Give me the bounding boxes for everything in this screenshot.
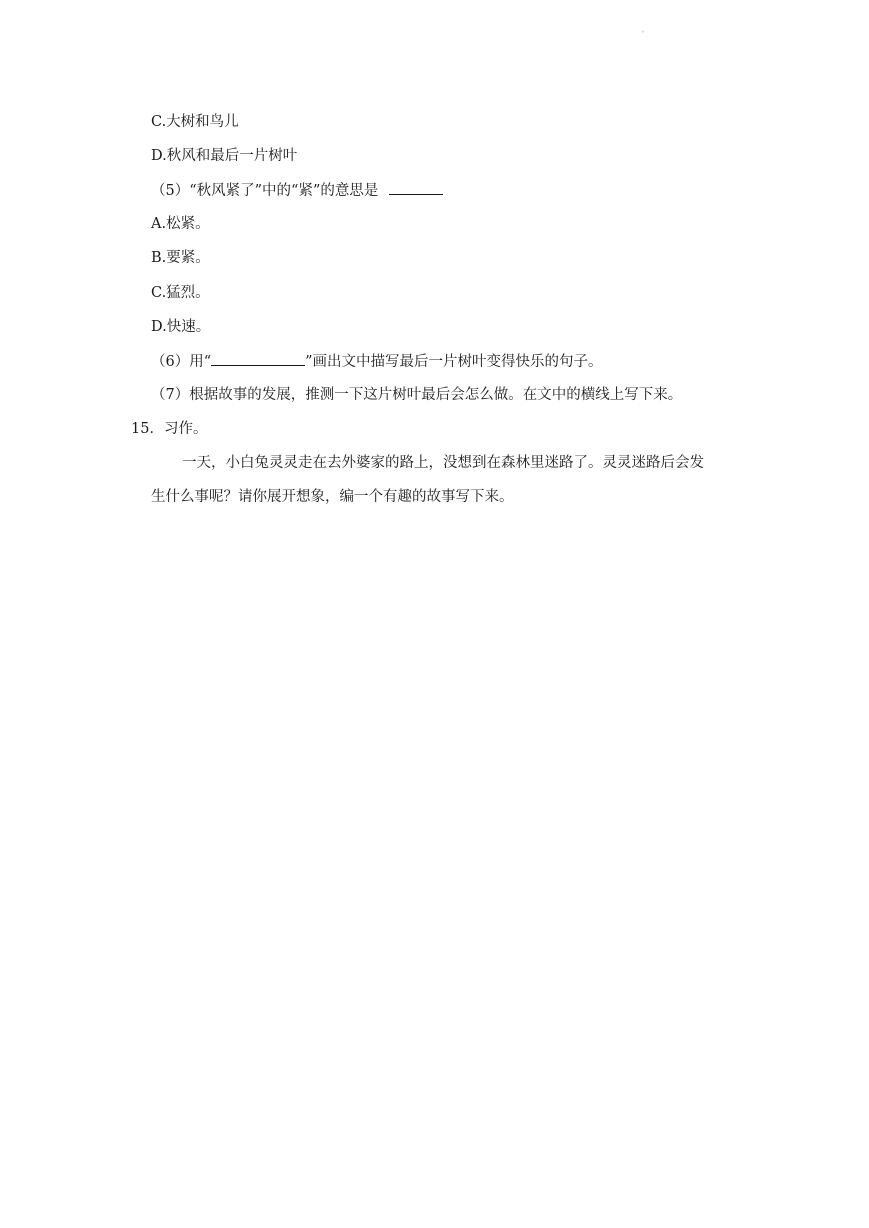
answer-blank-q5[interactable] xyxy=(389,180,443,195)
page-mark: ' xyxy=(642,30,644,38)
q5-option-d: D.快速。 xyxy=(151,319,211,335)
question-7: （7）根据故事的发展，推测一下这片树叶最后会怎么做。在文中的横线上写下来。 xyxy=(151,387,683,403)
question-6 xyxy=(151,351,603,372)
question-15-title: 15．习作。 xyxy=(131,421,208,437)
question-5 xyxy=(151,180,443,201)
writing-prompt-line-1: 一天，小白兔灵灵走在去外婆家的路上，没想到在森林里迷路了。灵灵迷路后会发 xyxy=(182,455,704,471)
q5-option-a: A.松紧。 xyxy=(151,216,210,232)
option-d-wind-leaf: D.秋风和最后一片树叶 xyxy=(151,148,298,164)
question-6-prefix: （6）用“ xyxy=(151,354,212,370)
q5-option-b: B.要紧。 xyxy=(151,250,210,266)
writing-prompt-line-2: 生什么事呢？请你展开想象，编一个有趣的故事写下来。 xyxy=(151,489,514,505)
q5-option-c: C.猛烈。 xyxy=(151,285,210,301)
underline-sample xyxy=(211,351,305,366)
question-6-suffix: ”画出文中描写最后一片树叶变得快乐的句子。 xyxy=(305,354,603,370)
question-5-text: （5）“秋风紧了”中的“紧”的意思是 xyxy=(151,183,379,199)
option-c-trees-birds: C.大树和鸟儿 xyxy=(151,114,239,130)
